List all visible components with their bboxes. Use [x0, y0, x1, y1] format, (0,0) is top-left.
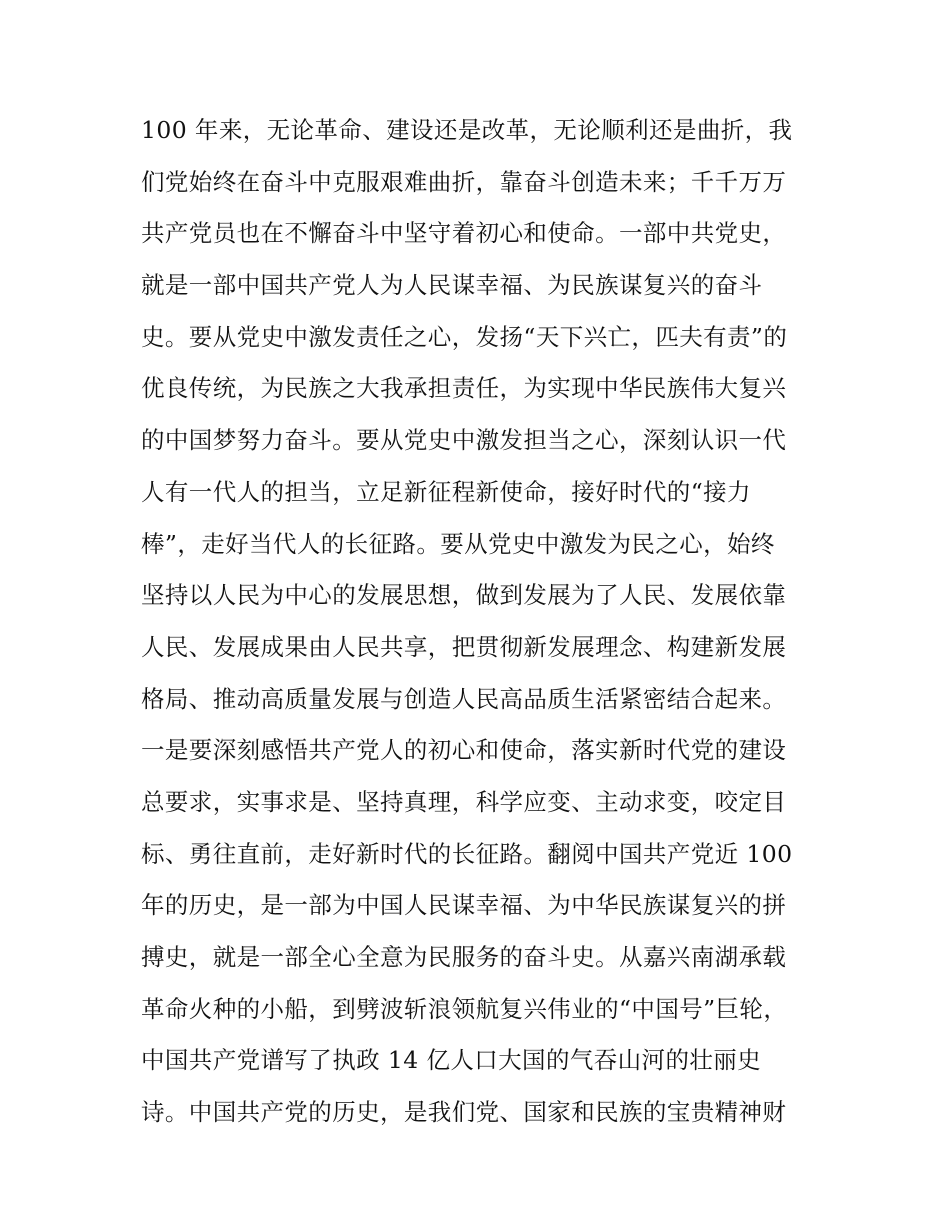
text-line: 的中国梦努力奋斗。要从党史中激发担当之心，深刻认识一代 — [141, 426, 787, 455]
text-line: 优良传统，为民族之大我承担责任，为实现中华民族伟大复兴 — [141, 374, 787, 403]
body-text — [141, 108, 821, 1142]
text-line: 革命火种的小船，到劈波斩浪领航复兴伟业的“中国号”巨轮， — [141, 994, 788, 1023]
text-line: 坚持以人民为中心的发展思想，做到发展为了人民、发展依靠 — [141, 581, 787, 610]
text-line: 标、勇往直前，走好新时代的长征路。翻阅中国共产党近 100 — [141, 839, 793, 868]
text-line: 人有一代人的担当，立足新征程新使命，接好时代的“接力 — [141, 477, 751, 506]
text-line: 共产党员也在不懈奋斗中坚守着初心和使命。一部中共党史， — [141, 219, 787, 248]
text-line: 史。要从党史中激发责任之心，发扬“天下兴亡，匹夫有责”的 — [141, 322, 788, 351]
text-line: 诗。中国共产党的历史，是我们党、国家和民族的宝贵精神财 — [141, 1098, 787, 1127]
text-line: 中国共产党谱写了执政 14 亿人口大国的气吞山河的壮丽史 — [141, 1046, 762, 1075]
text-line: 100 年来，无论革命、建设还是改革，无论顺利还是曲折，我 — [141, 116, 793, 144]
text-line: 棒”，走好当代人的长征路。要从党史中激发为民之心，始终 — [141, 529, 775, 558]
text-line: 就是一部中国共产党人为人民谋幸福、为民族谋复兴的奋斗 — [141, 271, 763, 300]
text-line: 一是要深刻感悟共产党人的初心和使命，落实新时代党的建设 — [141, 736, 787, 765]
text-line: 搏史，就是一部全心全意为民服务的奋斗史。从嘉兴南湖承载 — [141, 943, 787, 971]
text-line: 总要求，实事求是、坚持真理，科学应变、主动求变，咬定目 — [141, 787, 787, 816]
text-line: 年的历史，是一部为中国人民谋幸福、为中华民族谋复兴的拼 — [141, 891, 787, 920]
text-line: 人民、发展成果由人民共享，把贯彻新发展理念、构建新发展 — [141, 632, 787, 661]
text-line: 格局、推动高质量发展与创造人民高品质生活紧密结合起来。 — [141, 684, 787, 713]
text-line: 们党始终在奋斗中克服艰难曲折，靠奋斗创造未来；千千万万 — [141, 167, 787, 196]
